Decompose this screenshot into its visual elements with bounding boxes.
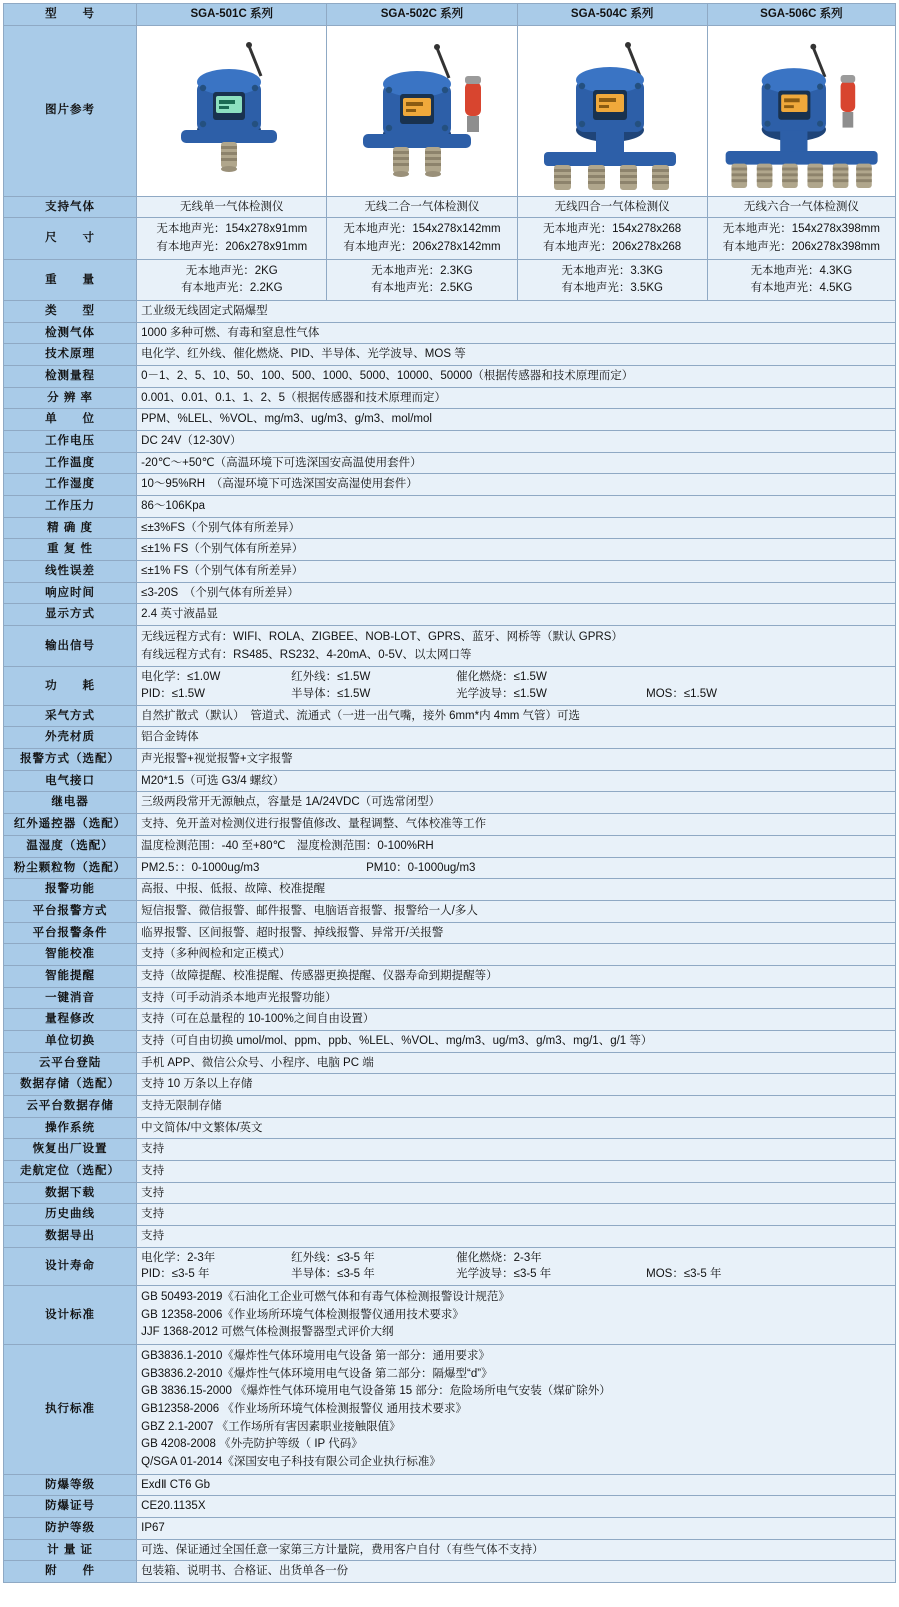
row-label-sampling: 采气方式 (4, 705, 137, 727)
row-label-type: 类 型 (4, 301, 137, 323)
row-value-ir-remote: 支持、免开盖对检测仪进行报警值修改、量程调整、气体校准等工作 (137, 814, 896, 836)
row-label-voltage: 工作电压 (4, 431, 137, 453)
row-label-temperature: 工作温度 (4, 452, 137, 474)
product-image-1 (137, 25, 327, 196)
lifetime-catalytic: 催化燃烧：2-3年 (456, 1251, 542, 1264)
table-row-pressure (4, 496, 896, 518)
model-header-3: SGA-504C 系列 (517, 4, 707, 26)
table-row-type (4, 301, 896, 323)
row-value-os: 中文简体/中文繁体/英文 (137, 1117, 896, 1139)
exec-standard-line-4: GB12358-2006 《作业场所环境气体检测报警仪 通用技术要求》 (141, 1402, 468, 1415)
row-value-ip-rating: IP67 (137, 1518, 896, 1540)
row-label-response-time: 响应时间 (4, 582, 137, 604)
table-row-data-storage (4, 1074, 896, 1096)
table-row-response-time (4, 582, 896, 604)
detector-two-icon (337, 30, 507, 194)
row-label-metrology-cert: 计 量 证 (4, 1539, 137, 1561)
row-label-alarm-mode: 报警方式（选配） (4, 749, 137, 771)
exec-standard-line-3: GB 3836.15-2000 《爆炸性气体环境用电气设备第 15 部分：危险场所电气安装（煤矿除外） (141, 1385, 611, 1398)
row-label-housing: 外壳材质 (4, 727, 137, 749)
row-value-alarm-mode: 声光报警+视觉报警+文字报警 (137, 749, 896, 771)
row-value-principle: 电化学、红外线、催化燃烧、PID、半导体、光学波导、MOS 等 (137, 344, 896, 366)
row-value-accessories: 包装箱、说明书、合格证、出货单各一份 (137, 1561, 896, 1583)
size-col-1 (137, 218, 327, 259)
spec-table (3, 3, 896, 1583)
row-label-cloud-login: 云平台登陆 (4, 1052, 137, 1074)
row-value-ex-rating: ExdⅡ CT6 Gb (137, 1474, 896, 1496)
row-label-size: 尺 寸 (4, 218, 137, 259)
size-2-no-alarm: 无本地声光：154x278x142mm (343, 223, 501, 236)
size-2-with-alarm: 有本地声光：206x278x142mm (343, 241, 501, 254)
row-value-data-storage: 支持 10 万条以上存储 (137, 1074, 896, 1096)
row-label-factory-reset: 恢复出厂设置 (4, 1139, 137, 1161)
detector-six-icon (712, 30, 891, 194)
power-semiconductor: 半导体：≤1.5W (291, 688, 371, 701)
row-label-dust: 粉尘颗粒物（选配） (4, 857, 137, 879)
table-row-output-signal (4, 626, 896, 667)
table-row-design-standard (4, 1285, 896, 1344)
spec-sheet (0, 3, 899, 1607)
size-1-no-alarm: 无本地声光：154x278x91mm (156, 223, 308, 236)
power-mos: MOS：≤1.5W (646, 688, 717, 701)
lifetime-electrochemical: 电化学：2-3年 (141, 1251, 216, 1264)
gas-support-1: 无线单一气体检测仪 (137, 196, 327, 218)
table-row-range (4, 366, 896, 388)
row-label-cloud-storage: 云平台数据存储 (4, 1095, 137, 1117)
weight-4-with-alarm: 有本地声光：4.5KG (750, 282, 853, 295)
table-row-relay (4, 792, 896, 814)
row-value-response-time: ≤3-20S （个别气体有所差异） (137, 582, 896, 604)
row-label-lifetime: 设计寿命 (4, 1247, 137, 1285)
exec-standard-line-7: Q/SGA 01-2014《深国安电子科技有限公司企业执行标准》 (141, 1455, 441, 1468)
model-header-2: SGA-502C 系列 (327, 4, 517, 26)
row-value-factory-reset: 支持 (137, 1139, 896, 1161)
size-3-no-alarm: 无本地声光：154x278x268 (543, 223, 682, 236)
table-row-temp-humidity-option (4, 835, 896, 857)
row-label-os: 操作系统 (4, 1117, 137, 1139)
row-label-images: 图片参考 (4, 25, 137, 196)
row-label-display: 显示方式 (4, 604, 137, 626)
row-label-accuracy: 精 确 度 (4, 517, 137, 539)
row-label-alarm-function: 报警功能 (4, 879, 137, 901)
table-row-ir-remote (4, 814, 896, 836)
exec-standard-line-1: GB3836.1-2010《爆炸性气体环境用电气设备 第一部分：通用要求》 (141, 1349, 491, 1362)
table-row-history-curve (4, 1204, 896, 1226)
table-row-model (4, 4, 896, 26)
table-row-ip-rating (4, 1518, 896, 1540)
exec-standard-line-2: GB3836.2-2010《爆炸性气体环境用电气设备 第二部分：隔爆型“d”》 (141, 1367, 493, 1380)
row-label-platform-alarm-condition: 平台报警条件 (4, 922, 137, 944)
power-optical: 光学波导：≤1.5W (456, 688, 547, 701)
gas-support-3: 无线四合一气体检测仪 (517, 196, 707, 218)
row-value-range: 0－1、2、5、10、50、100、500、1000、5000、10000、50000（根据传感器和技术原理而定） (137, 366, 896, 388)
row-label-electrical-port: 电气接口 (4, 770, 137, 792)
row-label-unit: 单 位 (4, 409, 137, 431)
table-row-cloud-storage (4, 1095, 896, 1117)
row-value-lifetime (137, 1247, 896, 1285)
row-value-platform-alarm-condition: 临界报警、区间报警、超时报警、掉线报警、异常开/关报警 (137, 922, 896, 944)
row-value-data-download: 支持 (137, 1182, 896, 1204)
row-value-output-signal (137, 626, 896, 667)
row-label-repeatability: 重 复 性 (4, 539, 137, 561)
table-row-repeatability (4, 539, 896, 561)
lifetime-pid: PID：≤3-5 年 (141, 1268, 210, 1281)
row-label-output-signal: 输出信号 (4, 626, 137, 667)
design-standard-line-2: GB 12358-2006《作业场所环境气体检测报警仪通用技术要求》 (141, 1308, 464, 1321)
row-label-smart-reminder: 智能提醒 (4, 965, 137, 987)
table-row-accessories (4, 1561, 896, 1583)
table-row-ex-cert (4, 1496, 896, 1518)
weight-1-with-alarm: 有本地声光：2.2KG (180, 282, 283, 295)
row-value-electrical-port: M20*1.5（可选 G3/4 螺纹） (137, 770, 896, 792)
row-value-cloud-storage: 支持无限制存储 (137, 1095, 896, 1117)
weight-4-no-alarm: 无本地声光：4.3KG (750, 264, 853, 277)
row-value-data-export: 支持 (137, 1225, 896, 1247)
row-value-housing: 铝合金铸体 (137, 727, 896, 749)
row-value-humidity: 10～95%RH （高湿环境下可选深国安高湿使用套件） (137, 474, 896, 496)
table-row-principle (4, 344, 896, 366)
table-row-data-download (4, 1182, 896, 1204)
row-value-relay: 三级两段常开无源触点，容量是 1A/24VDC（可选常闭型） (137, 792, 896, 814)
size-4-with-alarm: 有本地声光：206x278x398mm (722, 241, 880, 254)
row-label-gas-support: 支持气体 (4, 196, 137, 218)
row-value-ex-cert: CE20.1135X (137, 1496, 896, 1518)
table-row-dust (4, 857, 896, 879)
row-value-range-modify: 支持（可在总量程的 10-100%之间自由设置） (137, 1009, 896, 1031)
table-row-accuracy (4, 517, 896, 539)
row-value-resolution: 0.001、0.01、0.1、1、2、5（根据传感器和技术原理而定） (137, 387, 896, 409)
product-image-2 (327, 25, 517, 196)
row-label-history-curve: 历史曲线 (4, 1204, 137, 1226)
table-row-sampling (4, 705, 896, 727)
weight-2-with-alarm: 有本地声光：2.5KG (371, 282, 473, 295)
table-row-alarm-mode (4, 749, 896, 771)
row-label-ip-rating: 防护等级 (4, 1518, 137, 1540)
row-value-type: 工业级无线固定式隔爆型 (137, 301, 896, 323)
dust-pm10: PM10：0-1000ug/m3 (366, 861, 476, 874)
dust-pm25: PM2.5：：0-1000ug/m3 (141, 861, 260, 874)
row-value-alarm-function: 高报、中报、低报、故障、校准提醒 (137, 879, 896, 901)
power-catalytic: 催化燃烧：≤1.5W (456, 671, 547, 684)
weight-col-1 (137, 259, 327, 300)
weight-col-2 (327, 259, 517, 300)
power-infrared: 红外线：≤1.5W (291, 671, 371, 684)
row-value-pressure: 86～106Kpa (137, 496, 896, 518)
table-row-electrical-port (4, 770, 896, 792)
row-label-range: 检测量程 (4, 366, 137, 388)
row-label-power: 功 耗 (4, 667, 137, 705)
row-value-unit-switch: 支持（可自由切换 umol/mol、ppm、ppb、%LEL、%VOL、mg/m3、ug/m3、g/m3、mg/1、g/1 等） (137, 1030, 896, 1052)
power-pid: PID：≤1.5W (141, 688, 205, 701)
row-label-ex-rating: 防爆等级 (4, 1474, 137, 1496)
row-value-smart-reminder: 支持（故障提醒、校准提醒、传感器更换提醒、仪器寿命到期提醒等） (137, 965, 896, 987)
row-label-data-export: 数据导出 (4, 1225, 137, 1247)
table-row-housing (4, 727, 896, 749)
row-label-principle: 技术原理 (4, 344, 137, 366)
table-row-display (4, 604, 896, 626)
table-row-humidity (4, 474, 896, 496)
table-row-mobile-positioning (4, 1160, 896, 1182)
table-row-range-modify (4, 1009, 896, 1031)
weight-3-no-alarm: 无本地声光：3.3KG (561, 264, 663, 277)
table-row-smart-calibration (4, 944, 896, 966)
table-row-unit-switch (4, 1030, 896, 1052)
table-row-metrology-cert (4, 1539, 896, 1561)
table-row-platform-alarm-mode (4, 900, 896, 922)
table-row-ex-rating (4, 1474, 896, 1496)
output-signal-wired: 有线远程方式有：RS485、RS232、4-20mA、0-5V、以太网口等 (141, 648, 472, 661)
table-row-alarm-function (4, 879, 896, 901)
row-value-detect-gas: 1000 多种可燃、有毒和窒息性气体 (137, 322, 896, 344)
output-signal-wireless: 无线远程方式有：WIFI、ROLA、ZIGBEE、NOB-LOT、GPRS、蓝牙、网桥等（默认 GPRS） (141, 631, 623, 644)
row-value-accuracy: ≤±3%FS（个别气体有所差异） (137, 517, 896, 539)
row-label-exec-standard: 执行标准 (4, 1344, 137, 1474)
size-col-3 (517, 218, 707, 259)
design-standard-line-3: JJF 1368-2012 可燃气体检测报警器型式评价大纲 (141, 1326, 394, 1339)
lifetime-semiconductor: 半导体：≤3-5 年 (291, 1268, 375, 1281)
table-row-mute (4, 987, 896, 1009)
row-value-sampling: 自然扩散式（默认） 管道式、流通式（一进一出气嘴，接外 6mm*内 4mm 气管）可选 (137, 705, 896, 727)
row-value-mobile-positioning: 支持 (137, 1160, 896, 1182)
row-value-repeatability: ≤±1% FS（个别气体有所差异） (137, 539, 896, 561)
row-label-temp-humidity-option: 温湿度（选配） (4, 835, 137, 857)
row-value-voltage: DC 24V（12-30V） (137, 431, 896, 453)
row-label-relay: 继电器 (4, 792, 137, 814)
weight-1-no-alarm: 无本地声光：2KG (185, 264, 278, 277)
table-row-gas-support (4, 196, 896, 218)
row-label-data-storage: 数据存储（选配） (4, 1074, 137, 1096)
exec-standard-line-5: GBZ 2.1-2007 《工作场所有害因素职业接触限值》 (141, 1420, 401, 1433)
row-label-accessories: 附 件 (4, 1561, 137, 1583)
table-row-data-export (4, 1225, 896, 1247)
model-header-1: SGA-501C 系列 (137, 4, 327, 26)
lifetime-infrared: 红外线：≤3-5 年 (291, 1251, 375, 1264)
row-value-linearity: ≤±1% FS（个别气体有所差异） (137, 561, 896, 583)
row-label-linearity: 线性误差 (4, 561, 137, 583)
model-header-4: SGA-506C 系列 (707, 4, 895, 26)
weight-2-no-alarm: 无本地声光：2.3KG (371, 264, 473, 277)
table-row-unit (4, 409, 896, 431)
row-value-design-standard (137, 1285, 896, 1344)
table-row-factory-reset (4, 1139, 896, 1161)
size-col-4 (707, 218, 895, 259)
power-electrochemical: 电化学：≤1.0W (141, 671, 221, 684)
row-value-cloud-login: 手机 APP、微信公众号、小程序、电脑 PC 端 (137, 1052, 896, 1074)
row-value-dust (137, 857, 896, 879)
table-row-weight (4, 259, 896, 300)
row-label-detect-gas: 检测气体 (4, 322, 137, 344)
table-row-exec-standard (4, 1344, 896, 1474)
table-row-smart-reminder (4, 965, 896, 987)
row-value-power (137, 667, 896, 705)
row-value-exec-standard (137, 1344, 896, 1474)
row-label-humidity: 工作湿度 (4, 474, 137, 496)
size-3-with-alarm: 有本地声光：206x278x268 (543, 241, 682, 254)
weight-3-with-alarm: 有本地声光：3.5KG (561, 282, 663, 295)
size-col-2 (327, 218, 517, 259)
row-value-mute: 支持（可手动消杀本地声光报警功能） (137, 987, 896, 1009)
exec-standard-line-6: GB 4208-2008 《外壳防护等级（ IP 代码》 (141, 1438, 363, 1451)
table-row-resolution (4, 387, 896, 409)
row-label-unit-switch: 单位切换 (4, 1030, 137, 1052)
row-label-range-modify: 量程修改 (4, 1009, 137, 1031)
row-value-smart-calibration: 支持（多种阀检和定正模式） (137, 944, 896, 966)
table-row-temperature (4, 452, 896, 474)
product-image-4 (707, 25, 895, 196)
table-row-os (4, 1117, 896, 1139)
table-row-detect-gas (4, 322, 896, 344)
weight-col-3 (517, 259, 707, 300)
table-row-lifetime (4, 1247, 896, 1285)
table-row-size (4, 218, 896, 259)
row-value-display: 2.4 英寸液晶显 (137, 604, 896, 626)
product-image-3 (517, 25, 707, 196)
weight-col-4 (707, 259, 895, 300)
row-label-ex-cert: 防爆证号 (4, 1496, 137, 1518)
size-4-no-alarm: 无本地声光：154x278x398mm (722, 223, 880, 236)
table-row-images (4, 25, 896, 196)
row-label-resolution: 分 辨 率 (4, 387, 137, 409)
row-label-pressure: 工作压力 (4, 496, 137, 518)
row-label-design-standard: 设计标准 (4, 1285, 137, 1344)
gas-support-4: 无线六合一气体检测仪 (707, 196, 895, 218)
detector-single-icon (157, 30, 307, 194)
gas-support-2: 无线二合一气体检测仪 (327, 196, 517, 218)
table-row-cloud-login (4, 1052, 896, 1074)
row-label-platform-alarm-mode: 平台报警方式 (4, 900, 137, 922)
row-value-metrology-cert: 可选、保证通过全国任意一家第三方计量院，费用客户自付（有些气体不支持） (137, 1539, 896, 1561)
row-value-temperature: -20℃～+50℃（高温环境下可选深国安高温使用套件） (137, 452, 896, 474)
row-label-data-download: 数据下载 (4, 1182, 137, 1204)
row-label-weight: 重 量 (4, 259, 137, 300)
design-standard-line-1: GB 50493-2019《石油化工企业可燃气体和有毒气体检测报警设计规范》 (141, 1290, 510, 1303)
row-value-temp-humidity-option: 温度检测范围：-40 至+80℃ 湿度检测范围：0-100%RH (137, 835, 896, 857)
row-value-history-curve: 支持 (137, 1204, 896, 1226)
row-label-smart-calibration: 智能校准 (4, 944, 137, 966)
row-value-platform-alarm-mode: 短信报警、微信报警、邮件报警、电脑语音报警、报警给一人/多人 (137, 900, 896, 922)
table-row-power (4, 667, 896, 705)
row-value-unit: PPM、%LEL、%VOL、mg/m3、ug/m3、g/m3、mol/mol (137, 409, 896, 431)
detector-four-icon (522, 30, 702, 194)
row-label-ir-remote: 红外遥控器（选配） (4, 814, 137, 836)
row-label-model: 型 号 (4, 4, 137, 26)
size-1-with-alarm: 有本地声光：206x278x91mm (156, 241, 308, 254)
lifetime-mos: MOS：≤3-5 年 (646, 1268, 722, 1281)
table-row-platform-alarm-condition (4, 922, 896, 944)
lifetime-optical: 光学波导：≤3-5 年 (456, 1268, 552, 1281)
row-label-mute: 一键消音 (4, 987, 137, 1009)
table-row-linearity (4, 561, 896, 583)
table-row-voltage (4, 431, 896, 453)
row-label-mobile-positioning: 走航定位（选配） (4, 1160, 137, 1182)
